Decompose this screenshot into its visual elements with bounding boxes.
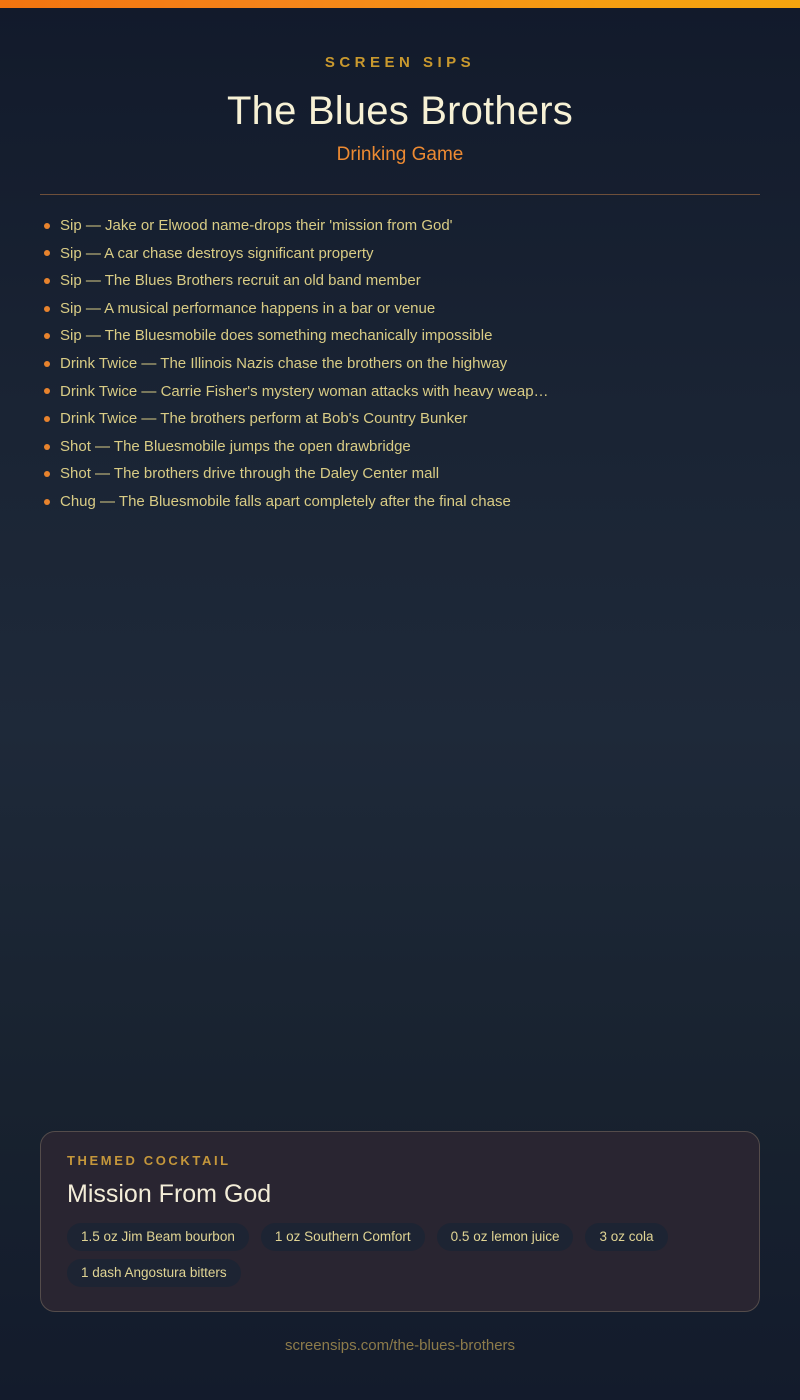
- bullet-icon: [44, 333, 50, 339]
- rule-text: Chug — The Bluesmobile falls apart completely after the final chase: [60, 492, 511, 510]
- rule-text: Sip — A car chase destroys significant property: [60, 244, 374, 262]
- rule-text: Sip — The Bluesmobile does something mechanically impossible: [60, 327, 493, 345]
- rule-text: Drink Twice — Carrie Fisher's mystery woman attacks with heavy weap…: [60, 382, 549, 400]
- rule-item: [44, 295, 760, 323]
- rule-item: [44, 488, 760, 516]
- brand-eyebrow: SCREEN SIPS: [324, 54, 476, 71]
- bullet-icon: [44, 499, 50, 505]
- footer: [0, 1312, 800, 1400]
- rule-text: Shot — The brothers drive through the Daley Center mall: [60, 465, 440, 483]
- rule-item: [44, 212, 760, 240]
- rule-text: Sip — The Blues Brothers recruit an old band member: [60, 272, 421, 290]
- ingredient-pill: 0.5 oz lemon juice: [437, 1223, 574, 1251]
- bullet-icon: [44, 388, 50, 394]
- ingredient-pill: 1 oz Southern Comfort: [261, 1223, 425, 1251]
- rule-item: [44, 350, 760, 378]
- rule-item: [44, 378, 760, 406]
- bullet-icon: [44, 444, 50, 450]
- bullet-icon: [44, 471, 50, 477]
- ingredient-pill: 3 oz cola: [585, 1223, 667, 1251]
- ingredient-pills: [67, 1223, 733, 1287]
- rule-item: [44, 433, 760, 461]
- bullet-icon: [44, 250, 50, 256]
- header-divider: [40, 194, 760, 195]
- ingredient-pill: 1.5 oz Jim Beam bourbon: [67, 1223, 249, 1251]
- ingredient-pill: 1 dash Angostura bitters: [67, 1259, 241, 1287]
- rule-text: Shot — The Bluesmobile jumps the open drawbridge: [60, 437, 411, 455]
- rule-item: [44, 405, 760, 433]
- spacer: [0, 516, 800, 1131]
- bullet-icon: [44, 306, 50, 312]
- rule-item: [44, 460, 760, 488]
- page-title: The Blues Brothers: [227, 89, 573, 133]
- rule-item: [44, 267, 760, 295]
- rule-item: [44, 322, 760, 350]
- bullet-icon: [44, 416, 50, 422]
- rule-text: Sip — Jake or Elwood name-drops their 'mission from God': [60, 217, 453, 234]
- cocktail-name: Mission From God: [67, 1180, 272, 1208]
- top-accent-bar: [0, 0, 800, 8]
- rule-text: Sip — A musical performance happens in a bar or venue: [60, 299, 436, 317]
- themed-cocktail-card: [40, 1131, 760, 1312]
- bullet-icon: [44, 278, 50, 284]
- bullet-icon: [44, 361, 50, 367]
- bullet-icon: [44, 223, 50, 229]
- rules-list: [44, 212, 760, 516]
- header: [0, 8, 800, 168]
- page-subtitle: Drinking Game: [336, 144, 464, 165]
- footer-url: screensips.com/the-blues-brothers: [284, 1337, 516, 1354]
- rule-item: [44, 240, 760, 268]
- cocktail-label: THEMED COCKTAIL: [67, 1153, 231, 1168]
- rule-text: Drink Twice — The Illinois Nazis chase the brothers on the highway: [60, 354, 508, 372]
- rule-text: Drink Twice — The brothers perform at Bob's Country Bunker: [60, 410, 468, 428]
